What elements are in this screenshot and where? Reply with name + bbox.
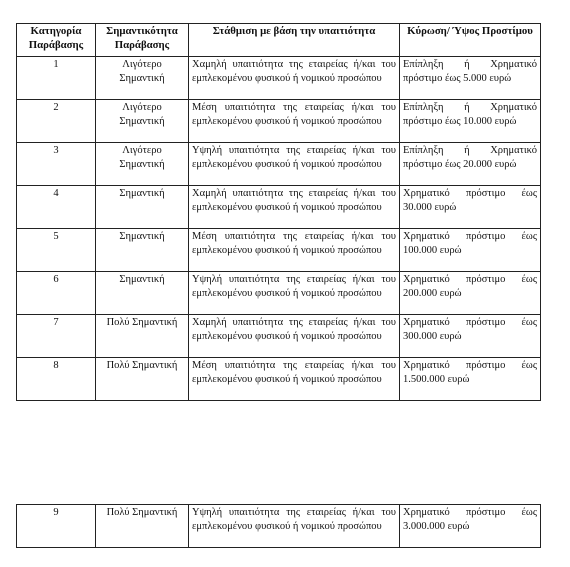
category-cell: 1 — [17, 57, 96, 100]
penalty-cell: Χρηματικό πρόστιμο έως 3.000.000 ευρώ — [400, 505, 541, 548]
significance-cell: Πολύ Σημαντική — [96, 505, 189, 548]
category-cell: 3 — [17, 143, 96, 186]
weighting-cell: Υψηλή υπαιτιότητα της εταιρείας ή/και του εμπλεκομένου φυσικού ή νομικού προσώπου — [189, 143, 400, 186]
weighting-cell: Υψηλή υπαιτιότητα της εταιρείας ή/και του εμπλεκομένου φυσικού ή νομικού προσώπου — [189, 272, 400, 315]
penalty-cell: Χρηματικό πρόστιμο έως 300.000 ευρώ — [400, 315, 541, 358]
significance-cell: Πολύ Σημαντική — [96, 358, 189, 401]
penalty-cell: Επίπληξη ή Χρηματικό πρόστιμο έως 5.000 ευρώ — [400, 57, 541, 100]
header-weighting: Στάθμιση με βάση την υπαιτιότητα — [189, 24, 400, 57]
category-cell: 2 — [17, 100, 96, 143]
significance-cell: Λιγότερο Σημαντική — [96, 57, 189, 100]
significance-cell: Σημαντική — [96, 272, 189, 315]
category-cell: 9 — [17, 505, 96, 548]
weighting-cell: Υψηλή υπαιτιότητα της εταιρείας ή/και του εμπλεκομένου φυσικού ή νομικού προσώπου — [189, 505, 400, 548]
significance-cell: Σημαντική — [96, 229, 189, 272]
table-row — [17, 229, 541, 272]
weighting-cell: Χαμηλή υπαιτιότητα της εταιρείας ή/και του εμπλεκομένου φυσικού ή νομικού προσώπου — [189, 315, 400, 358]
table-row — [17, 505, 541, 548]
header-penalty: Κύρωση/ Ύψος Προστίμου — [400, 24, 541, 57]
penalty-cell: Επίπληξη ή Χρηματικό πρόστιμο έως 20.000 ευρώ — [400, 143, 541, 186]
category-cell: 6 — [17, 272, 96, 315]
penalty-cell: Επίπληξη ή Χρηματικό πρόστιμο έως 10.000 ευρώ — [400, 100, 541, 143]
category-cell: 8 — [17, 358, 96, 401]
penalty-cell: Χρηματικό πρόστιμο έως 1.500.000 ευρώ — [400, 358, 541, 401]
weighting-cell: Χαμηλή υπαιτιότητα της εταιρείας ή/και του εμπλεκομένου φυσικού ή νομικού προσώπου — [189, 186, 400, 229]
category-cell: 4 — [17, 186, 96, 229]
weighting-cell: Χαμηλή υπαιτιότητα της εταιρείας ή/και του εμπλεκομένου φυσικού ή νομικού προσώπου — [189, 57, 400, 100]
significance-cell: Σημαντική — [96, 186, 189, 229]
table-row — [17, 358, 541, 401]
table-row — [17, 57, 541, 100]
penalty-table — [16, 23, 541, 401]
table-row — [17, 186, 541, 229]
significance-cell: Λιγότερο Σημαντική — [96, 100, 189, 143]
penalty-table-continuation — [16, 504, 541, 548]
weighting-cell: Μέση υπαιτιότητα της εταιρείας ή/και του εμπλεκομένου φυσικού ή νομικού προσώπου — [189, 358, 400, 401]
header-significance: Σημαντικότητα Παράβασης — [96, 24, 189, 57]
penalty-cell: Χρηματικό πρόστιμο έως 200.000 ευρώ — [400, 272, 541, 315]
penalty-cell: Χρηματικό πρόστιμο έως 100.000 ευρώ — [400, 229, 541, 272]
significance-cell: Πολύ Σημαντική — [96, 315, 189, 358]
penalty-cell: Χρηματικό πρόστιμο έως 30.000 ευρώ — [400, 186, 541, 229]
weighting-cell: Μέση υπαιτιότητα της εταιρείας ή/και του εμπλεκομένου φυσικού ή νομικού προσώπου — [189, 229, 400, 272]
table-row — [17, 315, 541, 358]
category-cell: 5 — [17, 229, 96, 272]
table-row — [17, 100, 541, 143]
table-row — [17, 272, 541, 315]
table-row — [17, 143, 541, 186]
significance-cell: Λιγότερο Σημαντική — [96, 143, 189, 186]
category-cell: 7 — [17, 315, 96, 358]
header-row — [17, 24, 541, 57]
header-category: Κατηγορία Παράβασης — [17, 24, 96, 57]
weighting-cell: Μέση υπαιτιότητα της εταιρείας ή/και του εμπλεκομένου φυσικού ή νομικού προσώπου — [189, 100, 400, 143]
